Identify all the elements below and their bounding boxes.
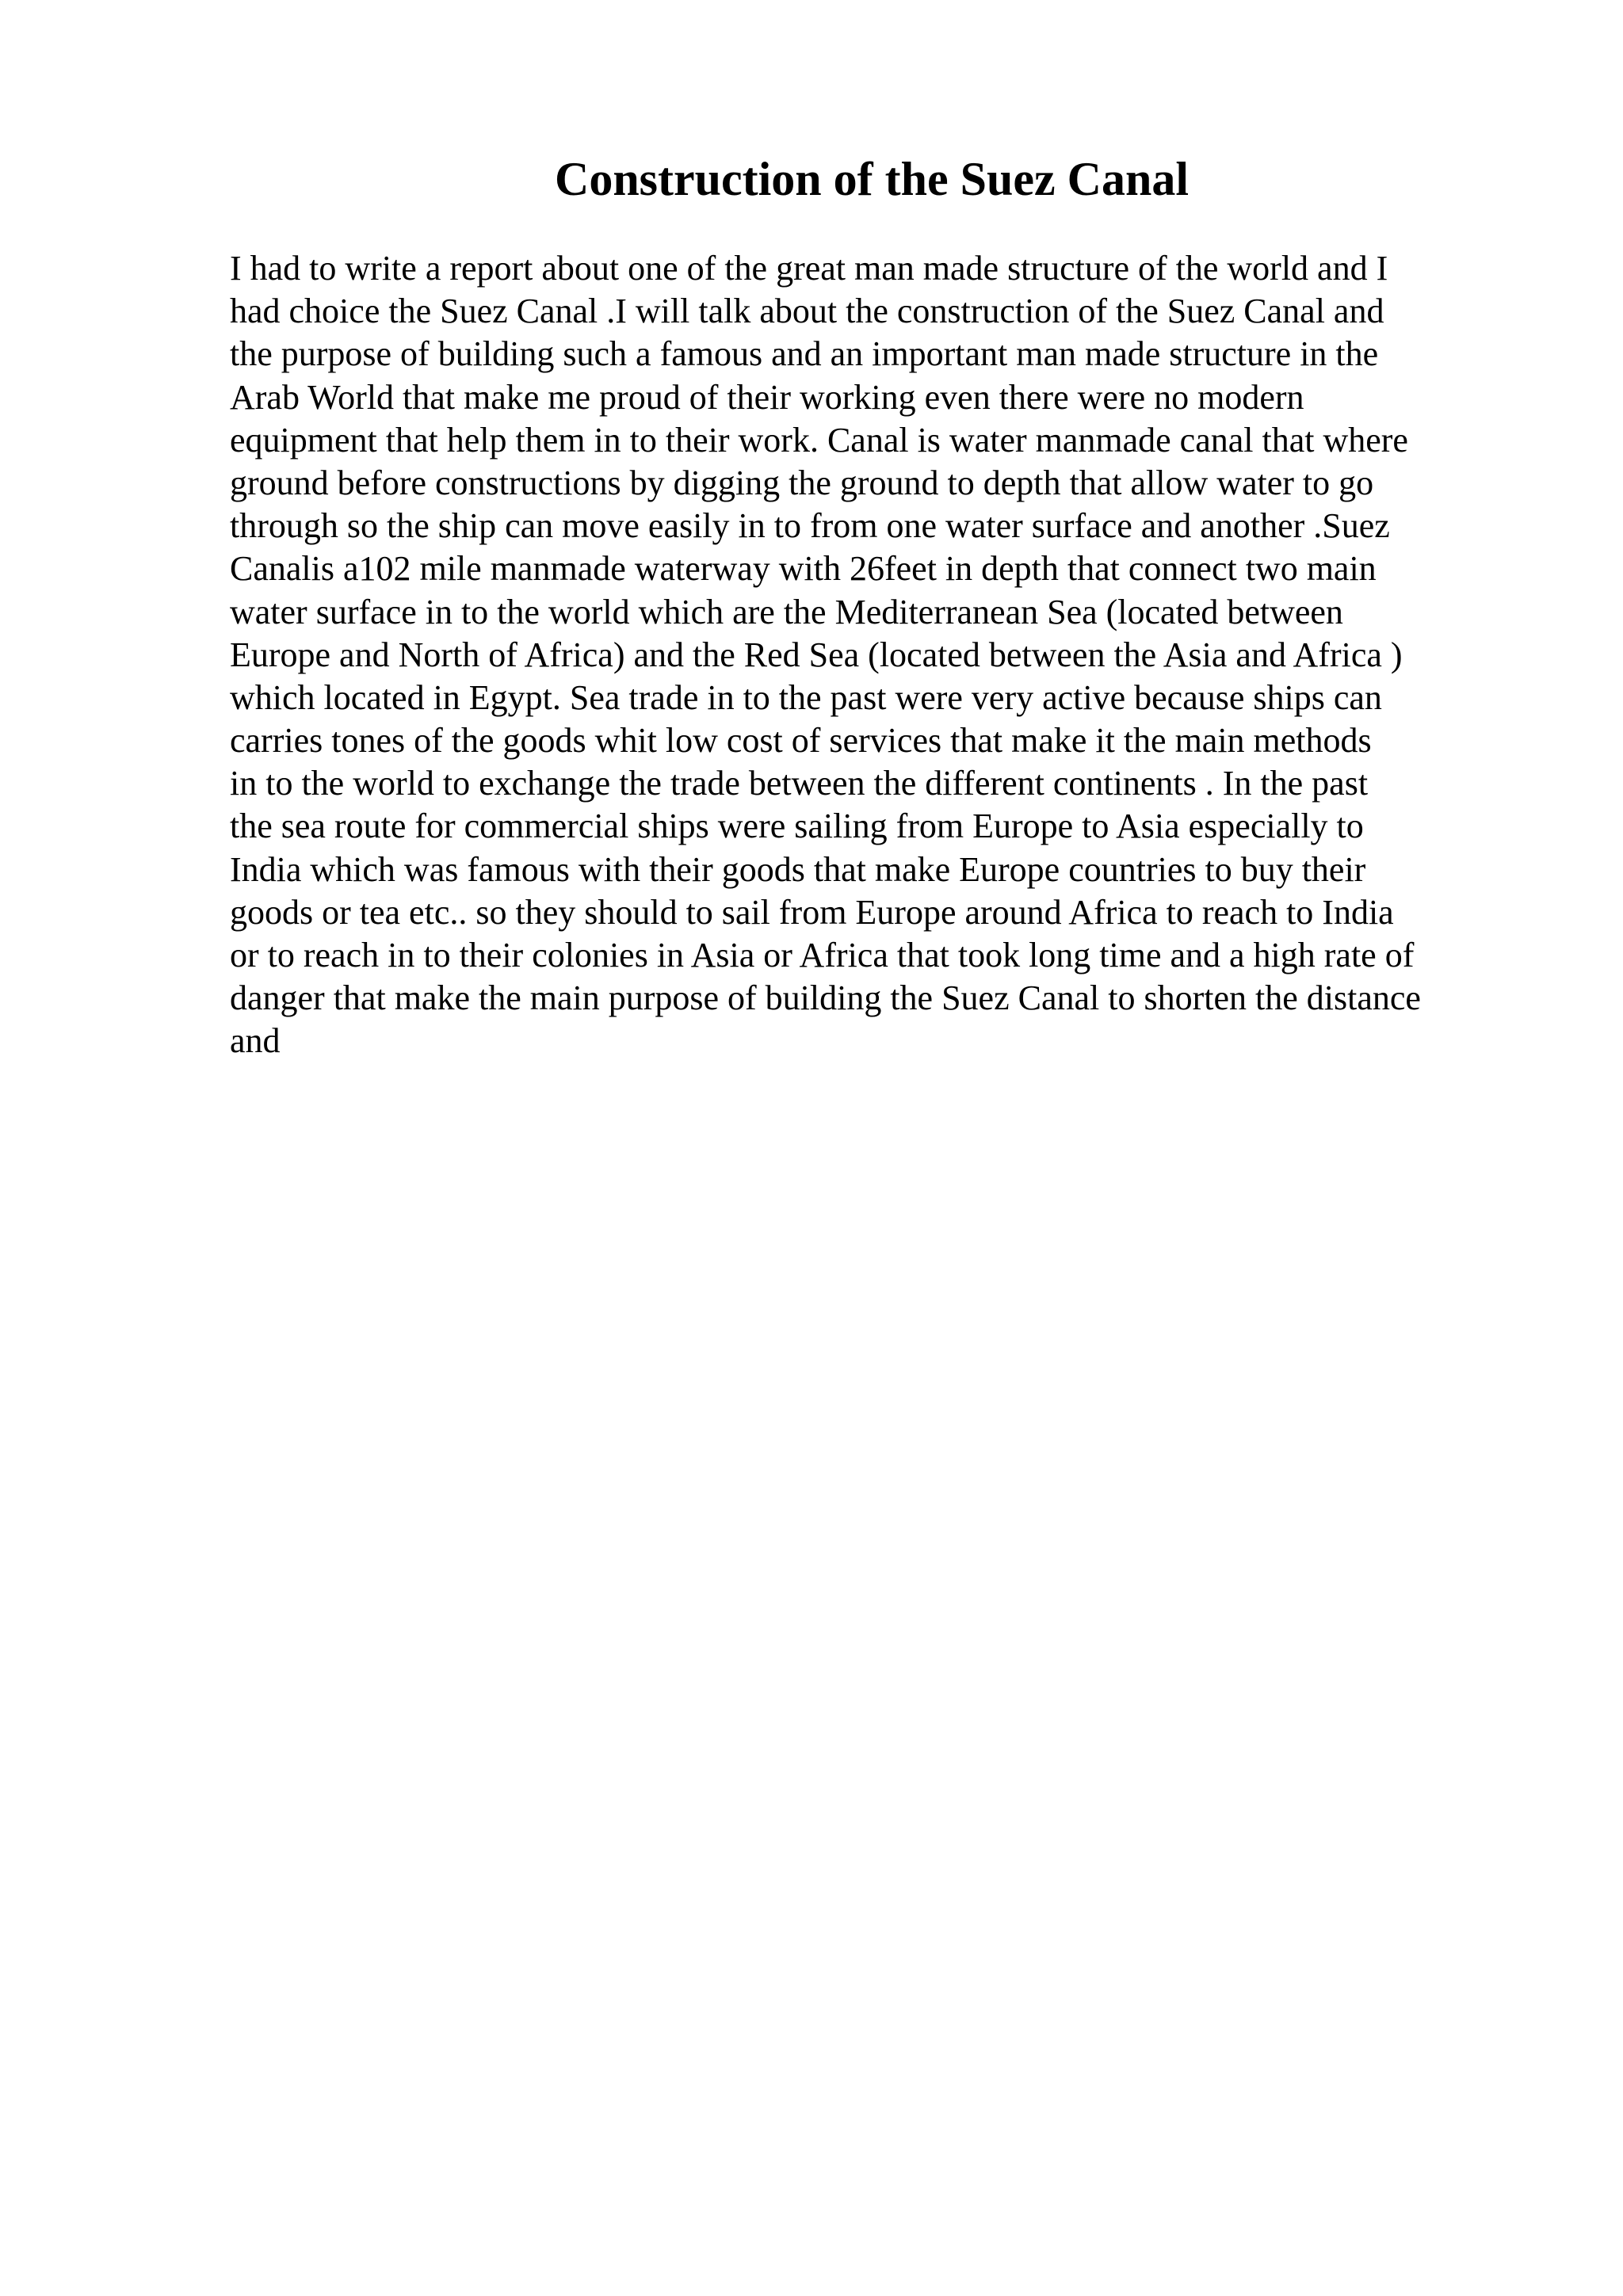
document-body (230, 247, 1514, 1063)
body-line: through so the ship can move easily in to from one water surface and another .Suez (230, 506, 1390, 546)
body-line: the sea route for commercial ships were sailing from Europe to Asia especially to (230, 807, 1364, 846)
body-line: goods or tea etc.. so they should to sail from Europe around Africa to reach to India (230, 892, 1394, 932)
body-line: which located in Egypt. Sea trade in to the past were very active because ships can (230, 677, 1382, 717)
body-line: in to the world to exchange the trade between the different continents . In the past (230, 764, 1369, 803)
body-line: Europe and North of Africa) and the Red Sea (located between the Asia and Africa ) (230, 635, 1403, 674)
body-line: danger that make the main purpose of building the Suez Canal to shorten the distance (230, 978, 1421, 1018)
body-line: and (230, 1021, 281, 1061)
body-line: ground before constructions by digging the ground to depth that allow water to go (230, 463, 1374, 502)
body-line: had choice the Suez Canal .I will talk about the construction of the Suez Canal and (230, 292, 1384, 331)
body-line: or to reach in to their colonies in Asia or Africa that took long time and a high rate of (230, 936, 1415, 974)
body-line: water surface in to the world which are the Mediterranean Sea (located between (230, 592, 1343, 631)
body-line: the purpose of building such a famous and an important man made structure in the (230, 334, 1379, 374)
body-line: I had to write a report about one of the great man made structure of the world and I (230, 249, 1388, 288)
body-line: Arab World that make me proud of their working even there were no modern (230, 377, 1304, 417)
body-line: equipment that help them in to their work. Canal is water manmade canal that where (230, 420, 1408, 460)
body-line: India which was famous with their goods that make Europe countries to buy their (230, 849, 1366, 889)
body-line: Canalis a102 mile manmade waterway with 26feet in depth that connect two main (230, 549, 1377, 589)
body-line: carries tones of the goods whit low cost of services that make it the main methods (230, 721, 1372, 761)
document-title: Construction of the Suez Canal (554, 153, 1189, 205)
